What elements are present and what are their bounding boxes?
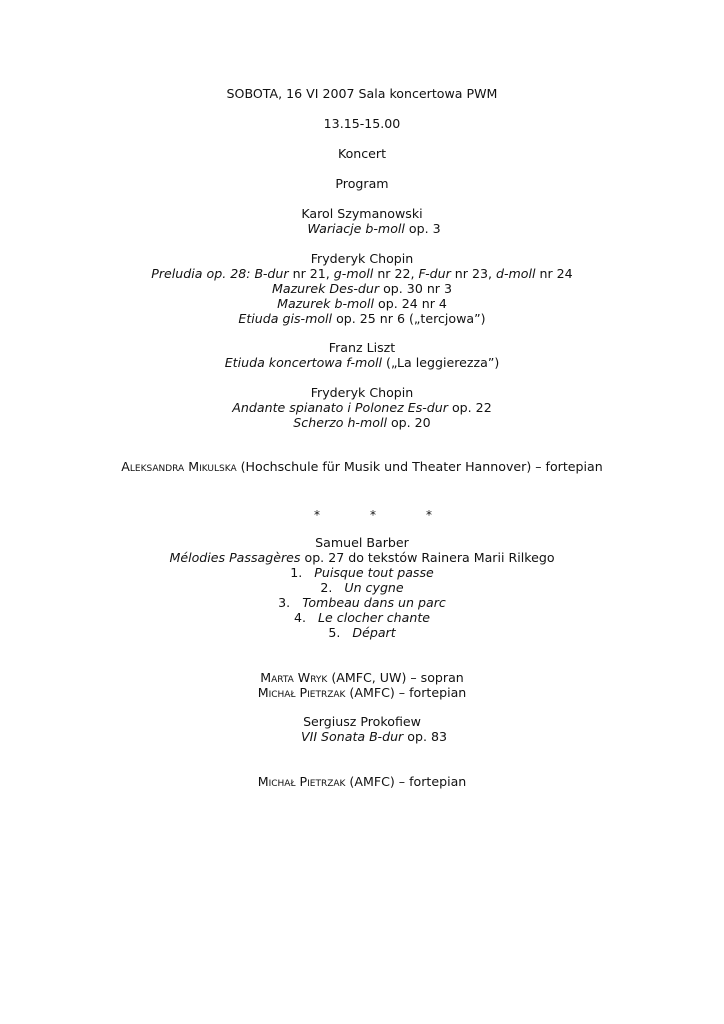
- composer-prokofiew: Sergiusz Prokofiew: [303, 714, 421, 729]
- work-melodies: [0, 550, 724, 565]
- separator-star: *: [314, 508, 320, 522]
- composer-szymanowski: Karol Szymanowski: [301, 206, 423, 221]
- song-item: [0, 625, 724, 640]
- work-opus: op. 24 nr 4: [374, 296, 447, 311]
- work-opus: op. 20: [386, 415, 431, 430]
- work-title: Mazurek Des-dur: [271, 281, 380, 296]
- separator-star: *: [426, 508, 432, 522]
- song-number: 5.: [328, 625, 341, 640]
- work-title: Mélodies Passagères: [169, 550, 301, 565]
- performer-desc: (Hochschule für Musik und Theater Hannover) – fortepian: [236, 459, 603, 474]
- work-opus: („La leggierezza”): [382, 355, 500, 370]
- work-text: nr 24: [535, 266, 573, 281]
- work-title: Mazurek b-moll: [277, 296, 374, 311]
- work-scherzo: [0, 415, 724, 430]
- work-title: Scherzo h-moll: [293, 415, 387, 430]
- song-number: 1.: [290, 565, 303, 580]
- performer-name: Michał Pietrzak: [257, 685, 346, 700]
- work-andante: [0, 400, 724, 415]
- performer-name: Michał Pietrzak: [257, 774, 346, 789]
- work-etiuda-gis: [0, 311, 724, 326]
- work-key: F-dur: [418, 266, 451, 281]
- composer-chopin-1: Fryderyk Chopin: [310, 251, 414, 266]
- song-item: [0, 580, 724, 595]
- work-text: nr 22,: [373, 266, 419, 281]
- performer-desc: (AMFC, UW) – sopran: [327, 670, 464, 685]
- work-title: Andante spianato i Polonez Es-dur: [232, 400, 448, 415]
- work-title: Etiuda gis-moll: [238, 311, 333, 326]
- song-number: 2.: [320, 580, 333, 595]
- song-number: 3.: [278, 595, 291, 610]
- work-mazurek-des: [0, 281, 724, 296]
- performer-mikulska: [0, 459, 724, 474]
- work-key: g-moll: [333, 266, 374, 281]
- work-title: Preludia op. 28: B-dur: [151, 266, 289, 281]
- work-preludia: [0, 266, 724, 281]
- work-opus: op. 22: [447, 400, 492, 415]
- performer-desc: (AMFC) – fortepian: [345, 774, 467, 789]
- song-title: Tombeau dans un parc: [302, 595, 446, 610]
- work-title: Etiuda koncertowa f-moll: [224, 355, 383, 370]
- time-line: 13.15-15.00: [323, 116, 401, 131]
- song-title: Le clocher chante: [318, 610, 431, 625]
- work-mazurek-b: [0, 296, 724, 311]
- song-title: Un cygne: [344, 580, 404, 595]
- performer-name: Marta Wryk: [260, 670, 328, 685]
- separator-star: *: [370, 508, 376, 522]
- song-item: [0, 610, 724, 625]
- song-item: [0, 595, 724, 610]
- work-opus: op. 3: [404, 221, 441, 236]
- work-key: d-moll: [495, 266, 536, 281]
- work-wariacje: [12, 221, 724, 236]
- performer-pietrzak-2: [0, 774, 724, 789]
- composer-chopin-2: Fryderyk Chopin: [310, 385, 414, 400]
- performer-pietrzak-1: [0, 685, 724, 700]
- song-title: Puisque tout passe: [314, 565, 434, 580]
- work-etiuda-koncertowa: [0, 355, 724, 370]
- performer-desc: (AMFC) – fortepian: [345, 685, 467, 700]
- composer-liszt: Franz Liszt: [328, 340, 396, 355]
- work-text: nr 23,: [450, 266, 496, 281]
- work-opus: op. 27 do tekstów Rainera Marii Rilkego: [300, 550, 555, 565]
- work-sonata: [12, 729, 724, 744]
- work-title: Wariacje b-moll: [307, 221, 405, 236]
- performer-name: Aleksandra Mikulska: [121, 459, 237, 474]
- work-text: nr 21,: [288, 266, 334, 281]
- work-title: VII Sonata B-dur: [301, 729, 404, 744]
- composer-barber: Samuel Barber: [315, 535, 409, 550]
- work-opus: op. 25 nr 6 („tercjowa”): [332, 311, 486, 326]
- song-item: [0, 565, 724, 580]
- performer-wryk: [0, 670, 724, 685]
- program-heading: Program: [335, 176, 389, 191]
- work-opus: op. 30 nr 3: [379, 281, 453, 296]
- song-number: 4.: [293, 610, 306, 625]
- work-opus: op. 83: [403, 729, 447, 744]
- date-venue-line: SOBOTA, 16 VI 2007 Sala koncertowa PWM: [226, 86, 498, 101]
- concert-heading: Koncert: [337, 146, 387, 161]
- song-title: Départ: [352, 625, 396, 640]
